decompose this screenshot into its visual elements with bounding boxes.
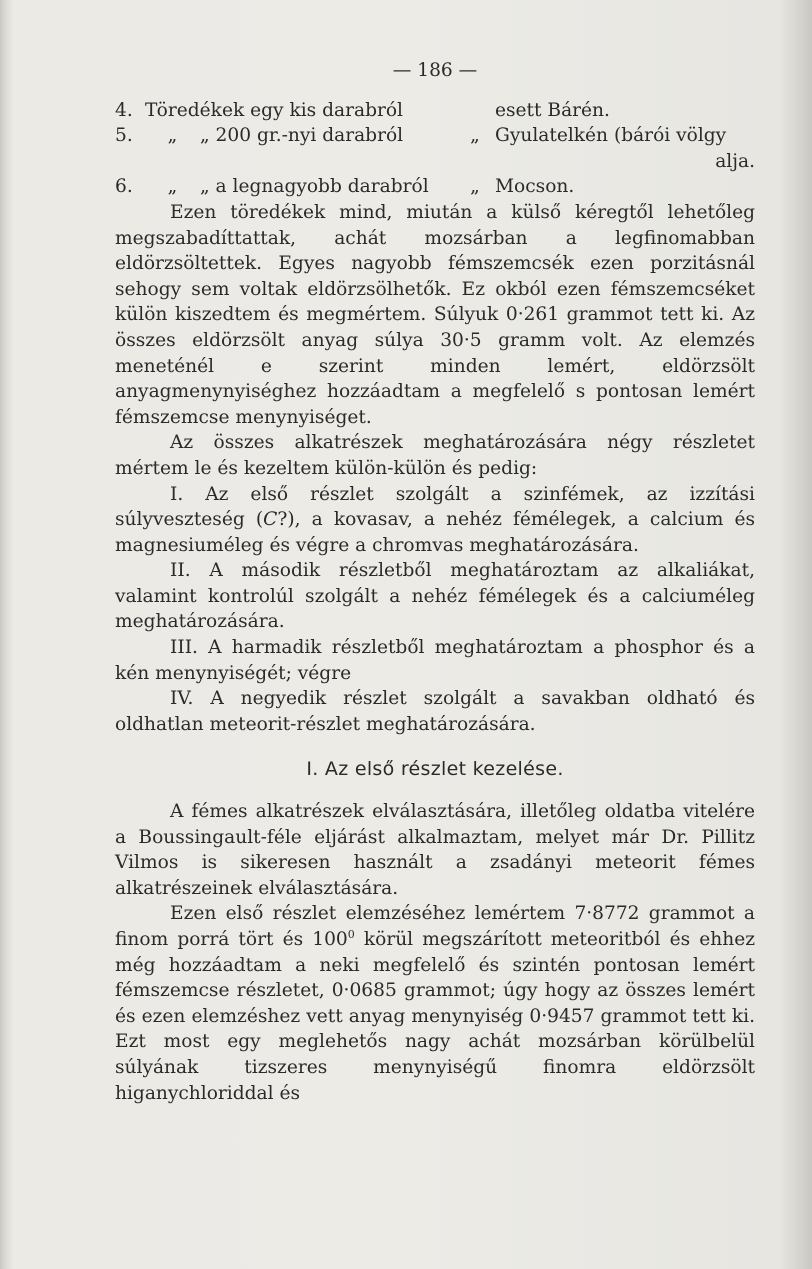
list-continuation: alja. xyxy=(715,150,755,172)
list-description: „ a legnagyobb darabról xyxy=(200,176,429,198)
page-text xyxy=(115,58,755,1106)
list-description: Töredékek egy kis darabról xyxy=(145,99,404,121)
paragraph-text: Ezen első részlet elemzéséhez lemértem 7·8772 grammot a finom porrá tört és 100 xyxy=(115,903,755,950)
list-description: „ 200 gr.-nyi darabról xyxy=(200,125,404,147)
ditto-mark: „ xyxy=(470,176,480,198)
section-heading: I. Az első részlet kezelése. xyxy=(306,758,564,781)
list-item xyxy=(115,123,755,149)
paragraph: Ezen töredékek mind, miután a külső kéregtől lehetőleg megszabadíttattak, achát mozsárban a legfinomabban eldörzsöltettek. Egyes nagyobb fémszemcsék ezen porzitásnál sehogy sem voltak eldörzsölhetők. Ez okból ezen fémszemcséket külön kiszedtem és megmértem. Súlyuk 0·261 grammot tett ki. Az összes eldörzsölt anyag súlya 30·5 gramm volt. Az elemzés meneténél e szerint minden lemért, eldörzsölt anyagmenynyiséghez hozzáadtam a megfelelő s pontosan lemért fémszemcse menynyiséget. xyxy=(115,201,755,428)
list-number: 6. xyxy=(115,176,133,198)
paragraph: III. A harmadik részletből meghatároztam a phosphor és a kén menynyiségét; végre xyxy=(115,637,755,684)
paragraph: II. A második részletből meghatároztam az alkaliákat, valamint kontrolúl szolgált a nehéz fémélegek és a calciuméleg meghatározására. xyxy=(115,560,755,633)
paragraph-text: ?), a kovasav, a nehéz fémélegek, a calcium és magnesiuméleg és végre a chromvas meghatározására. xyxy=(115,509,756,556)
paragraph: Az összes alkatrészek meghatározására négy részletet mértem le és kezeltem külön-külön és pedig: xyxy=(115,432,755,479)
paragraph-text: I. Az első részlet szolgált a szinfémek, az izzítási súlyveszteség ( xyxy=(115,483,755,531)
ditto-mark: „ xyxy=(167,176,178,198)
ditto-mark: „ xyxy=(470,125,480,147)
paragraph-text: körül megszárított meteoritból és ehhez még hozzáadtam a neki megfelelő és szintén pontosan lemért fémszemcse részletet, 0·0685 grammot; úgy hogy az összes lemért és ezen elemzéshez vett anyag menynyiség 0·9457 grammot tett ki. Ezt most egy meglehetős nagy achát mozsárban körülbelül súlyának tizszeres menynyiségű finomra eldörzsölt higanychloriddal és xyxy=(115,929,755,1104)
ditto-mark: „ xyxy=(167,125,178,147)
list-item xyxy=(115,174,755,200)
paragraph xyxy=(115,482,755,559)
italic-symbol: C xyxy=(263,509,278,531)
list-number: 5. xyxy=(115,125,133,147)
superscript: 0 xyxy=(347,927,355,941)
list-place: Mocson. xyxy=(495,176,575,198)
ditto-mark xyxy=(455,98,495,124)
list-number: 4. xyxy=(115,99,133,121)
list-place: Gyulatelkén (bárói völgy xyxy=(495,125,727,147)
list-place: esett Bárén. xyxy=(495,99,610,121)
list-item xyxy=(115,98,755,124)
page-number: — 186 — xyxy=(392,60,478,81)
paragraph xyxy=(115,901,755,1106)
paragraph: IV. A negyedik részlet szolgált a savakban oldható és oldhatlan meteorit-részlet meghatározására. xyxy=(115,688,755,735)
paragraph: A fémes alkatrészek elválasztására, illetőleg oldatba vitelére a Boussingault-féle eljárást alkalmaztam, melyet már Dr. Pillitz Vilmos is sikeresen használt a zsadányi meteorit fémes alkatrészeinek elválasztására. xyxy=(115,801,755,899)
